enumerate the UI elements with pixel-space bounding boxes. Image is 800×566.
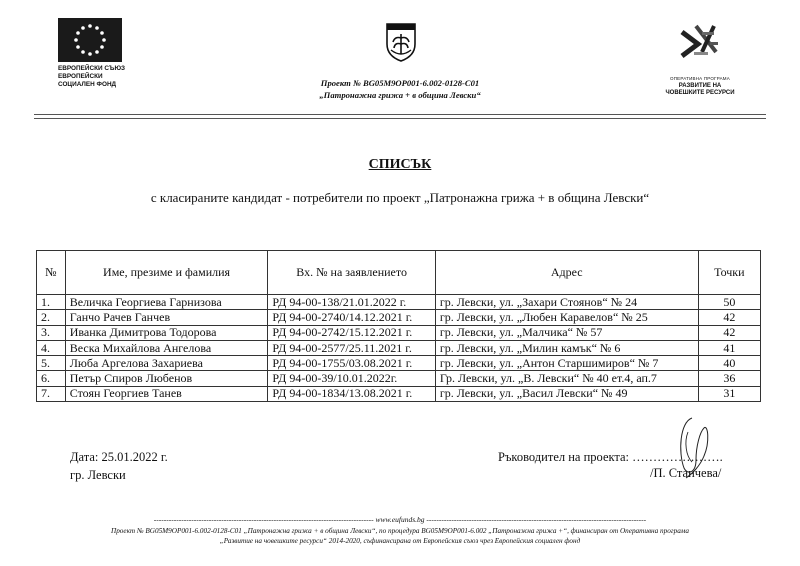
col-header-points: Точки [698, 251, 760, 295]
manager-label: Ръководител на проекта: …………………. [498, 450, 723, 464]
document-subtitle: с класираните кандидат - потребители по проект „Патронажна грижа + в община Левски“ [150, 190, 650, 205]
eu-flag-icon [58, 18, 122, 62]
project-name: „Патронажна грижа + в община Левски“ [319, 90, 481, 100]
eu-logo-block [58, 18, 133, 89]
row-ref: РД 94-00-1755/03.08.2021 г. [268, 356, 435, 371]
eu-text-line-1: ЕВРОПЕЙСКИ СЪЮЗ [58, 65, 126, 72]
document-date: Дата: 25.01.2022 г. [70, 450, 168, 464]
row-points: 41 [698, 340, 760, 355]
row-address: Гр. Левски, ул. „В. Левски“ № 40 ет.4, ап.7 [435, 371, 698, 386]
eu-text-line-3: СОЦИАЛЕН ФОНД [58, 81, 117, 88]
row-address: гр. Левски, ул. „Милин камък“ № 6 [435, 340, 698, 355]
row-ref: РД 94-00-2740/14.12.2021 г. [268, 310, 435, 325]
row-ref: РД 94-00-2577/25.11.2021 г. [268, 340, 435, 355]
row-name: Иванка Димитрова Тодорова [65, 325, 268, 340]
row-points: 50 [698, 295, 760, 310]
row-ref: РД 94-00-1834/13.08.2021 г. [268, 386, 435, 401]
footer-website: ---------------------------------------------------------------------------------------- www.eufunds.bg ---------------------------------------------------------------------------------------- [153, 515, 647, 524]
document-title: СПИСЪК [368, 157, 432, 172]
project-code: Проект № BG05M9OP001-6.002-0128-C01 [320, 78, 480, 88]
row-address: гр. Левски, ул. „Малчика“ № 57 [435, 325, 698, 340]
row-number: 2. [37, 310, 66, 325]
row-address: гр. Левски, ул. „Антон Старшимиров“ № 7 [435, 356, 698, 371]
website-link[interactable]: www.eufunds.bg [375, 515, 425, 524]
program-line-1: РАЗВИТИЕ НА [678, 82, 722, 89]
table-row [37, 386, 761, 401]
candidates-table [36, 250, 761, 402]
row-ref: РД 94-00-2742/15.12.2021 г. [268, 325, 435, 340]
table-row [37, 295, 761, 310]
footer-line-2: „Развитие на човешките ресурси“ 2014-2020, съфинансирана от Европейския съюз чрез Европейския социален фонд [219, 537, 581, 545]
table-row [37, 371, 761, 386]
crest-label: ЛЕВСКИ [390, 19, 412, 25]
col-header-address: Адрес [435, 251, 698, 295]
row-points: 42 [698, 310, 760, 325]
hr-program-label [660, 75, 740, 98]
eu-text-line-2: ЕВРОПЕЙСКИ [58, 73, 103, 80]
table-row [37, 340, 761, 355]
date-block [70, 448, 168, 484]
row-name: Ганчо Рачев Ганчев [65, 310, 268, 325]
footer-text [40, 526, 760, 546]
table-header-row [37, 251, 761, 295]
row-number: 5. [37, 356, 66, 371]
row-number: 7. [37, 386, 66, 401]
row-name: Петър Спиров Любенов [65, 371, 268, 386]
document-town: гр. Левски [70, 468, 126, 482]
row-points: 42 [698, 325, 760, 340]
row-ref: РД 94-00-138/21.01.2022 г. [268, 295, 435, 310]
row-ref: РД 94-00-39/10.01.2022г. [268, 371, 435, 386]
table-row [37, 310, 761, 325]
row-points: 36 [698, 371, 760, 386]
row-number: 4. [37, 340, 66, 355]
col-header-num: № [37, 251, 66, 295]
row-name: Веска Михайлова Ангелова [65, 340, 268, 355]
header-divider [34, 114, 766, 119]
table-row [37, 356, 761, 371]
project-header [250, 77, 550, 101]
handwritten-signature [670, 412, 715, 482]
program-line-2: ЧОВЕШКИТЕ РЕСУРСИ [665, 90, 735, 96]
row-address: гр. Левски, ул. „Любен Каравелов“ № 25 [435, 310, 698, 325]
row-number: 1. [37, 295, 66, 310]
table-row [37, 325, 761, 340]
hr-program-logo-icon [676, 22, 726, 62]
program-small-label: ОПЕРАТИВНА ПРОГРАМА [670, 76, 730, 81]
row-name: Люба Аргелова Захариева [65, 356, 268, 371]
row-name: Величка Георгиева Гарнизова [65, 295, 268, 310]
row-points: 31 [698, 386, 760, 401]
row-name: Стоян Георгиев Танев [65, 386, 268, 401]
row-number: 3. [37, 325, 66, 340]
row-address: гр. Левски, ул. „Захари Стоянов“ № 24 [435, 295, 698, 310]
row-points: 40 [698, 356, 760, 371]
col-header-name: Име, презиме и фамилия [65, 251, 268, 295]
row-number: 6. [37, 371, 66, 386]
col-header-ref: Вх. № на заявлението [268, 251, 435, 295]
footer-line-1: Проект № BG05M9OP001-6.002-0128-C01 „Патронажна грижа + в община Левски“, по процедура BG05M9OP001-6.002 „Патронажна грижа +“, финансиран от Оперативна програма [111, 527, 689, 535]
row-address: гр. Левски, ул. „Васил Левски“ № 49 [435, 386, 698, 401]
manager-name: /П. Станчева/ [650, 466, 722, 480]
